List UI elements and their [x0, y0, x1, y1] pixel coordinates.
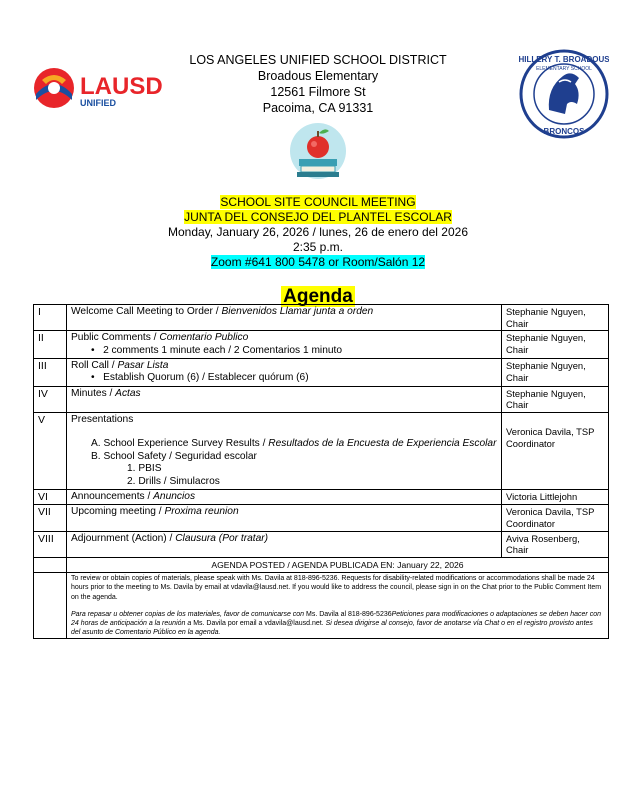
table-row	[34, 359, 609, 387]
meeting-location: Zoom #641 800 5478 or Room/Salón 12	[210, 255, 426, 269]
item-presenter: Stephanie Nguyen, Chair	[502, 305, 609, 331]
school-header	[150, 52, 486, 116]
table-row	[34, 557, 609, 572]
table-row	[34, 573, 609, 639]
item-presenter: Veronica Davila, TSP Coordinator	[502, 413, 609, 490]
item-description: Announcements / Anuncios	[67, 490, 502, 505]
item-number: V	[34, 413, 67, 490]
item-description: Minutes / Actas	[67, 386, 502, 412]
item-subpoint: • Establish Quorum (6) / Establecer quórum (6)	[91, 372, 309, 384]
meeting-title-en: SCHOOL SITE COUNCIL MEETING	[220, 195, 416, 209]
item-presenter: Stephanie Nguyen, Chair	[502, 331, 609, 359]
table-row	[34, 531, 609, 557]
lausd-logo-subtext: UNIFIED	[80, 98, 116, 108]
item-subpoint: B. School Safety / Seguridad escolar	[91, 450, 257, 462]
item-presenter: Stephanie Nguyen, Chair	[502, 359, 609, 387]
meeting-date: Monday, January 26, 2026 / lunes, 26 de enero del 2026	[168, 225, 468, 239]
district-name: LOS ANGELES UNIFIED SCHOOL DISTRICT	[189, 53, 447, 67]
accessibility-notes	[67, 573, 609, 639]
agenda-posted-date: AGENDA POSTED / AGENDA PUBLICADA EN: January 22, 2026	[67, 557, 609, 572]
item-subpoint: • 2 comments 1 minute each / 2 Comentarios 1 minuto	[91, 344, 343, 356]
meeting-info	[100, 195, 536, 270]
table-row	[34, 305, 609, 331]
table-row	[34, 490, 609, 505]
meeting-time: 2:35 p.m.	[292, 240, 344, 254]
item-number: II	[34, 331, 67, 359]
item-number: VII	[34, 505, 67, 531]
seal-bottom-text: BRONCOS	[543, 127, 585, 136]
table-row	[34, 386, 609, 412]
note-spanish: Para repasar u obtener copias de los materiales, favor de comunicarse con Ms. Davila al 818-896-5236Peticiones para modificaciones o adaptaciones se deben hacer con 24 horas de anticipación a la reunión a Ms. Davila por email a vdavila@lausd.net. Si desea dirigirse al consejo, favor de anotarse vía Chat o en el registro provisto antes del asunto de Comentario Público en la agenda.	[71, 610, 601, 637]
table-row	[34, 413, 609, 490]
agenda-title: Agenda	[283, 286, 353, 307]
item-description: Presentations A. School Experience Survey Results / Resultados de la Encuesta de Experiencia Escolar B. School Safety / Seguridad escolar 1. PBIS 2. Drills / Simulacros	[67, 413, 502, 490]
apple-books-icon	[287, 115, 349, 183]
item-presenter: Veronica Davila, TSP Coordinator	[502, 505, 609, 531]
item-number: III	[34, 359, 67, 387]
item-subpoint: 2. Drills / Simulacros	[127, 475, 220, 487]
school-seal-logo	[519, 48, 609, 144]
item-presenter: Stephanie Nguyen, Chair	[502, 386, 609, 412]
note-english: To review or obtain copies of materials, please speak with Ms. Davila at 818-896-5236. Requests for disability-related modifications or accommodations shall be made 24 hours prior to the meeting to Ms. Davila by email at vdavila@lausd.net. If you would like to address the council, please sign in on the Chat prior to the Public Comment Item on the agenda.	[71, 575, 602, 601]
item-subpoint: 1. PBIS	[127, 463, 162, 475]
item-presenter: Victoria Littlejohn	[502, 490, 609, 505]
school-name: Broadous Elementary	[257, 69, 379, 83]
school-street: 12561 Filmore St	[270, 85, 366, 99]
item-description: Welcome Call Meeting to Order / Bienvenidos Llamar junta a orden	[67, 305, 502, 331]
item-description: Public Comments / Comentario Publico • 2 comments 1 minute each / 2 Comentarios 1 minuto	[67, 331, 502, 359]
school-city: Pacoima, CA 91331	[262, 101, 374, 115]
item-number: I	[34, 305, 67, 331]
seal-top-text: HILLERY T. BROADOUS	[519, 55, 609, 64]
meeting-title-es: JUNTA DEL CONSEJO DEL PLANTEL ESCOLAR	[184, 210, 452, 224]
table-row	[34, 505, 609, 531]
agenda-table	[33, 304, 609, 639]
item-description: Adjournment (Action) / Clausura (Por tratar)	[67, 531, 502, 557]
item-description: Upcoming meeting / Proxima reunion	[67, 505, 502, 531]
item-presenter: Aviva Rosenberg, Chair	[502, 531, 609, 557]
seal-mid-text: ELEMENTARY SCHOOL	[536, 66, 592, 72]
item-subpoint: A. School Experience Survey Results / Resultados de la Encuesta de Experiencia Escolar	[91, 438, 497, 450]
item-number: IV	[34, 386, 67, 412]
table-row	[34, 331, 609, 359]
item-number: VIII	[34, 531, 67, 557]
lausd-logo-text: LAUSD	[80, 73, 163, 100]
item-number: VI	[34, 490, 67, 505]
item-description: Roll Call / Pasar Lista • Establish Quorum (6) / Establecer quórum (6)	[67, 359, 502, 387]
